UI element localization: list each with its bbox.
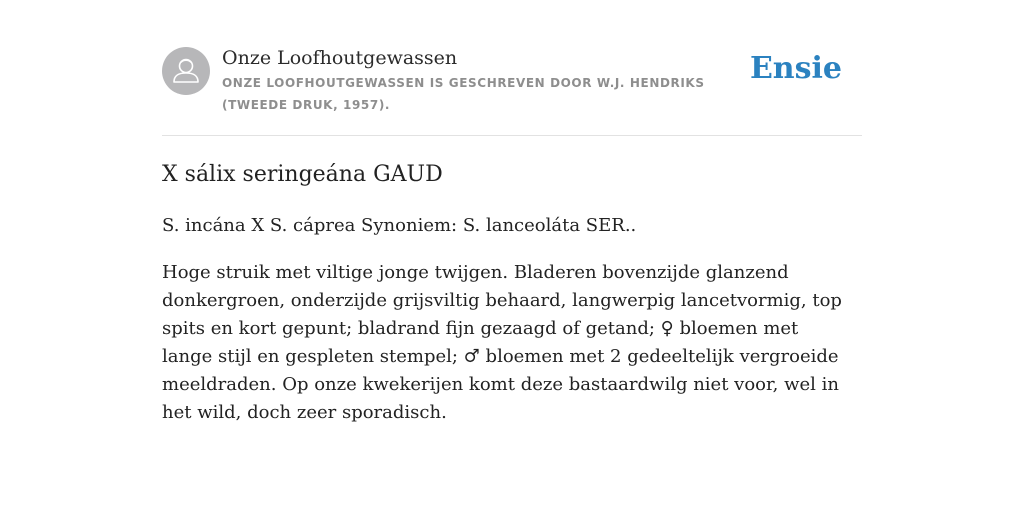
entry-title: X sálix seringeána GAUD [162,162,443,187]
source-info [222,44,762,116]
entry-synonym: S. incána X S. cáprea Synoniem: S. lanceoláta SER.. [162,215,637,236]
source-title[interactable]: Onze Loofhoutgewassen [222,47,458,69]
source-description: ONZE LOOFHOUTGEWASSEN IS GESCHREVEN DOOR W.J. HENDRIKS (TWEEDE DRUK, 1957). [222,76,705,112]
entry-card [162,0,862,423]
entry-body: Hoge struik met viltige jonge twijgen. Bladeren bovenzijde glanzend donkergroen, onderzijde grijsviltig behaard, langwerpig lancetvormig, top spits en kort gepunt; bladrand fijn gezaagd of getand; ♀ bloemen met lange stijl en gespleten stempel; ♂ bloemen met 2 gedeeltelijk vergroeide meeldraden. Op onze kwekerijen komt deze bastaardwilg niet voor, wel in het wild, doch zeer sporadisch. [162,262,842,423]
brand-logo-link[interactable]: Ensie [749,51,842,86]
user-silhouette-icon[interactable] [162,47,210,95]
source-header [162,0,862,136]
avatar-icon-graphic [162,47,210,95]
